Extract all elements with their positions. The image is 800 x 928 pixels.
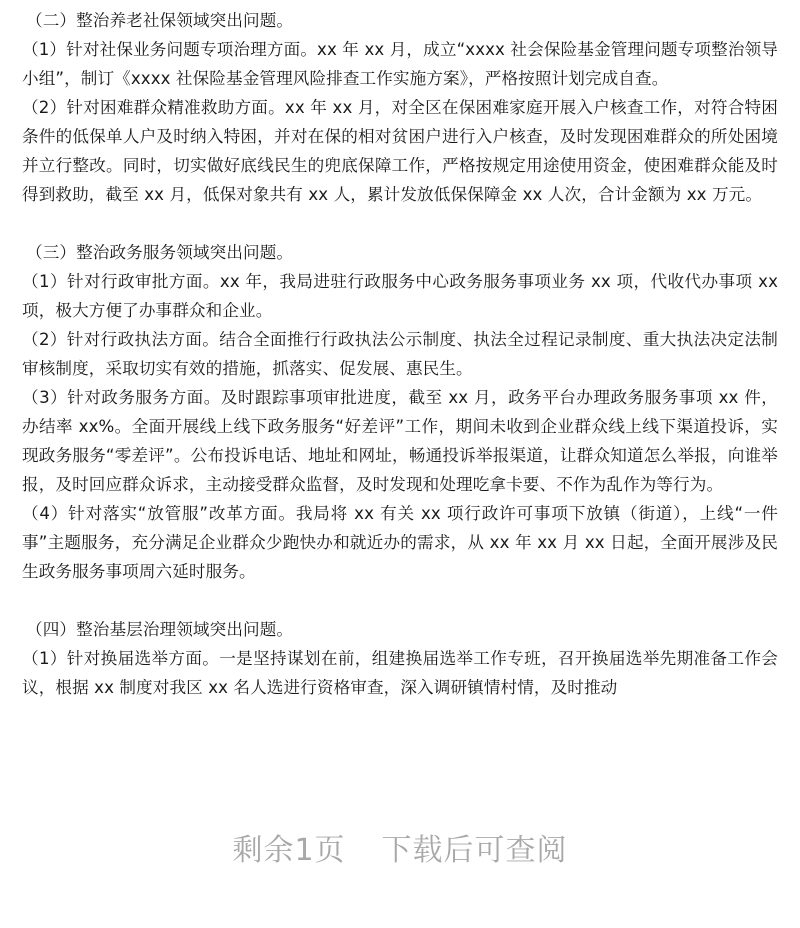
section-grassroots-governance xyxy=(22,615,778,702)
download-to-view-label: 下载后可查阅 xyxy=(381,833,568,868)
section-heading: （三）整治政务服务领域突出问题。 xyxy=(26,243,294,262)
paragraph: （1）针对社保业务问题专项治理方面。xx 年 xx 月，成立“xxxx 社会保险基金管理问题专项整治领导小组”，制订《xxxx 社保险基金管理风险排查工作实施方案》，严格按照计划完成自查。 xyxy=(22,40,778,88)
remaining-pages-label: 剩余1页 xyxy=(232,833,346,868)
section-heading: （四）整治基层治理领域突出问题。 xyxy=(26,620,294,639)
paragraph: （1）针对行政审批方面。xx 年，我局进驻行政服务中心政务服务事项业务 xx 项，代收代办事项 xx 项，极大方便了办事群众和企业。 xyxy=(22,272,778,320)
download-prompt[interactable] xyxy=(0,826,800,876)
section-heading: （二）整治养老社保领域突出问题。 xyxy=(26,11,294,30)
paragraph: （1）针对换届选举方面。一是坚持谋划在前，组建换届选举工作专班，召开换届选举先期准备工作会议，根据 xx 制度对我区 xx 名人选进行资格审查，深入调研镇情村情，及时推动 xyxy=(22,649,778,697)
paragraph: （2）针对困难群众精准救助方面。xx 年 xx 月，对全区在保困难家庭开展入户核查工作，对符合特困条件的低保单人户及时纳入特困，并对在保的相对贫困户进行入户核查，及时发现困难群众的所处困境并立行整改。同时，切实做好底线民生的兜底保障工作，严格按规定用途使用资金，使困难群众能及时得到救助，截至 xx 月，低保对象共有 xx 人，累计发放低保保障金 xx 人次，合计金额为 xx 万元。 xyxy=(22,98,778,204)
section-government-services xyxy=(22,238,778,586)
paragraph: （4）针对落实“放管服”改革方面。我局将 xx 有关 xx 项行政许可事项下放镇（街道），上线“一件事”主题服务，充分满足企业群众少跑快办和就近办的需求，从 xx 年 xx 月 xx 日起，全面开展涉及民生政务服务事项周六延时服务。 xyxy=(22,504,778,581)
paragraph: （3）针对政务服务方面。及时跟踪事项审批进度，截至 xx 月，政务平台办理政务服务事项 xx 件，办结率 xx%。全面开展线上线下政务服务“好差评”工作，期间未收到企业群众线上线下渠道投诉，实现政务服务“零差评”。公布投诉电话、地址和网址，畅通投诉举报渠道，让群众知道怎么举报，向谁举报，及时回应群众诉求，主动接受群众监督，及时发现和处理吃拿卡要、不作为乱作为等行为。 xyxy=(22,388,778,494)
paragraph: （2）针对行政执法方面。结合全面推行行政执法公示制度、执法全过程记录制度、重大执法决定法制审核制度，采取切实有效的措施，抓落实、促发展、惠民生。 xyxy=(22,330,778,378)
section-pension-social-security xyxy=(22,6,778,209)
